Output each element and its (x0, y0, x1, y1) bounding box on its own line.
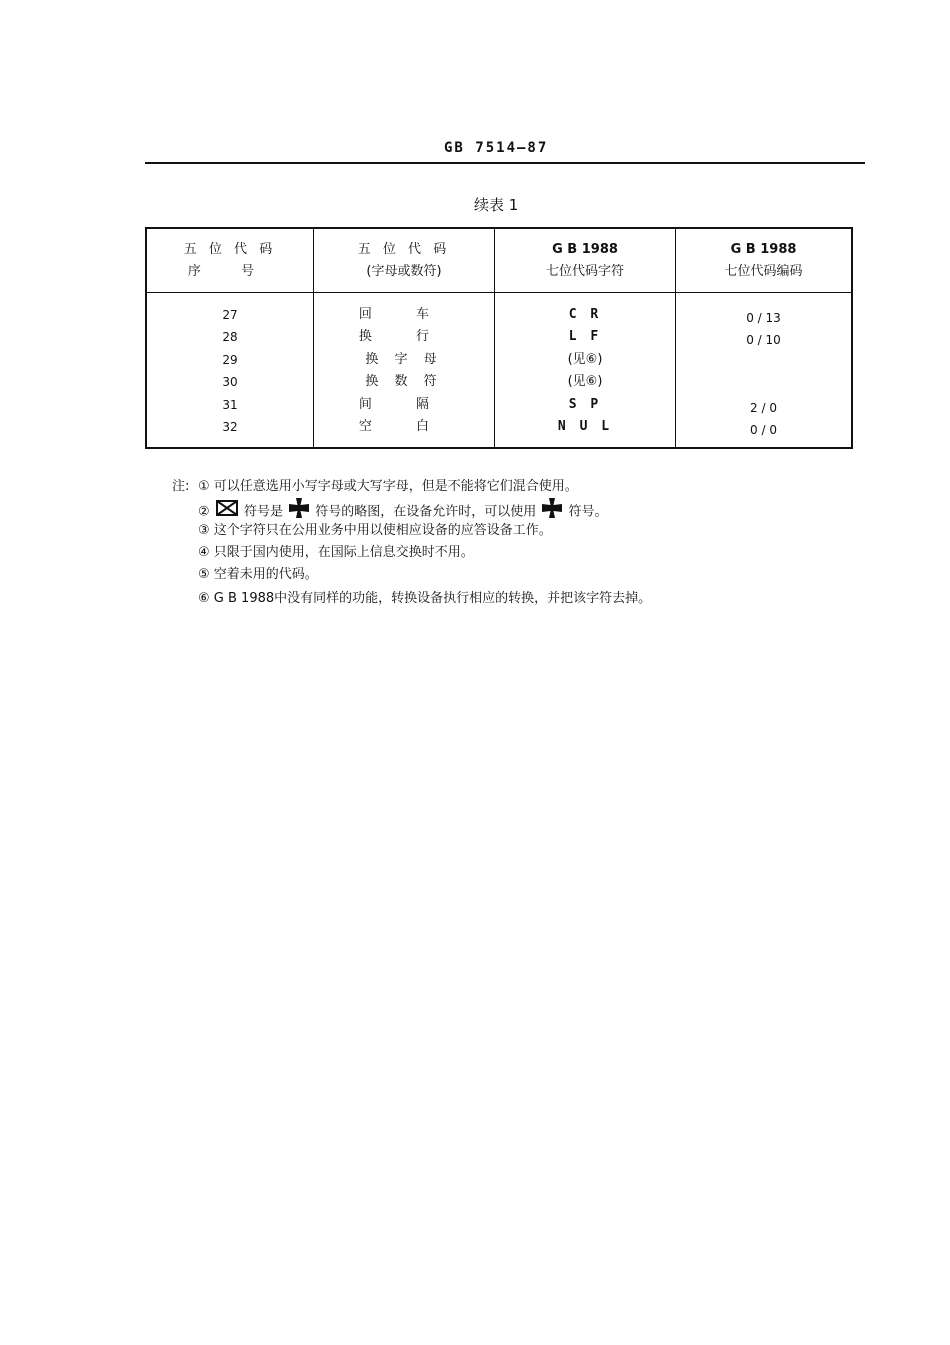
cell-five: 空 白 (358, 419, 450, 434)
cell-code: 0 / 0 (750, 423, 777, 437)
cell-five: 换 行 (358, 329, 450, 344)
cell-seq: 27 (222, 308, 238, 322)
header-cell-five-bit (314, 239, 494, 289)
header-line: G B 1988 (730, 242, 797, 257)
cell-seq: 30 (222, 375, 238, 389)
cell-seq: 29 (222, 353, 238, 367)
note-text: 符号。 (568, 504, 608, 520)
header-line: 序 号 (187, 264, 273, 279)
notes-label: 注: (172, 479, 190, 494)
header-divider (147, 292, 851, 293)
code-table (145, 227, 853, 449)
cell-code: 2 / 0 (750, 401, 777, 415)
header-rule (145, 162, 865, 164)
note-item: ⑤ 空着未用的代码。 (198, 567, 318, 582)
note-text: 符号的略图，在设备允许时，可以使用 (315, 504, 537, 520)
cell-seq: 32 (222, 420, 238, 434)
header-cell-seven-bit-code (676, 239, 851, 289)
cell-seq: 31 (222, 398, 238, 412)
cell-char: C R (568, 307, 602, 322)
cell-char: N U L (557, 419, 613, 434)
cell-five: 换 字 母 (365, 352, 443, 367)
cell-five: 换 数 符 (365, 374, 443, 389)
standard-number-header: GB 7514—87 (444, 140, 549, 156)
cell-five: 回 车 (358, 307, 450, 322)
note-item: ① 可以任意选用小写字母或大写字母，但是不能将它们混合使用。 (198, 479, 578, 494)
note-number: ② (198, 504, 210, 520)
cell-seq: 28 (222, 330, 238, 344)
header-line: 五 位 代 码 (357, 242, 451, 257)
cell-five: 间 隔 (358, 397, 450, 412)
header-line: 五 位 代 码 (183, 242, 277, 257)
note-item: ④ 只限于国内使用，在国际上信息交换时不用。 (198, 545, 474, 560)
cell-char: S P (568, 397, 602, 412)
header-line: 七位代码字符 (545, 264, 624, 279)
cell-char: L F (568, 329, 602, 344)
table-caption: 续表 1 (474, 196, 519, 214)
cell-code (676, 371, 851, 393)
note-item (198, 498, 608, 520)
header-cell-seven-bit-char (495, 239, 675, 289)
cell-code: 0 / 10 (746, 333, 781, 347)
header-line: 七位代码编码 (724, 264, 803, 279)
header-line: G B 1988 (552, 242, 618, 257)
note-item: ⑥ G B 1988中没有同样的功能，转换设备执行相应的转换，并把该字符去掉。 (198, 591, 652, 606)
header-line: (字母或数符) (366, 264, 442, 279)
cell-char: (见⑥) (567, 374, 603, 389)
note-text: 符号是 (243, 504, 283, 520)
cell-code: 0 / 13 (746, 311, 781, 325)
cell-char: (见⑥) (567, 352, 603, 367)
note-item: ③ 这个字符只在公用业务中用以使相应设备的应答设备工作。 (198, 523, 552, 538)
cell-code (676, 349, 851, 371)
header-cell-sequence (147, 239, 313, 289)
